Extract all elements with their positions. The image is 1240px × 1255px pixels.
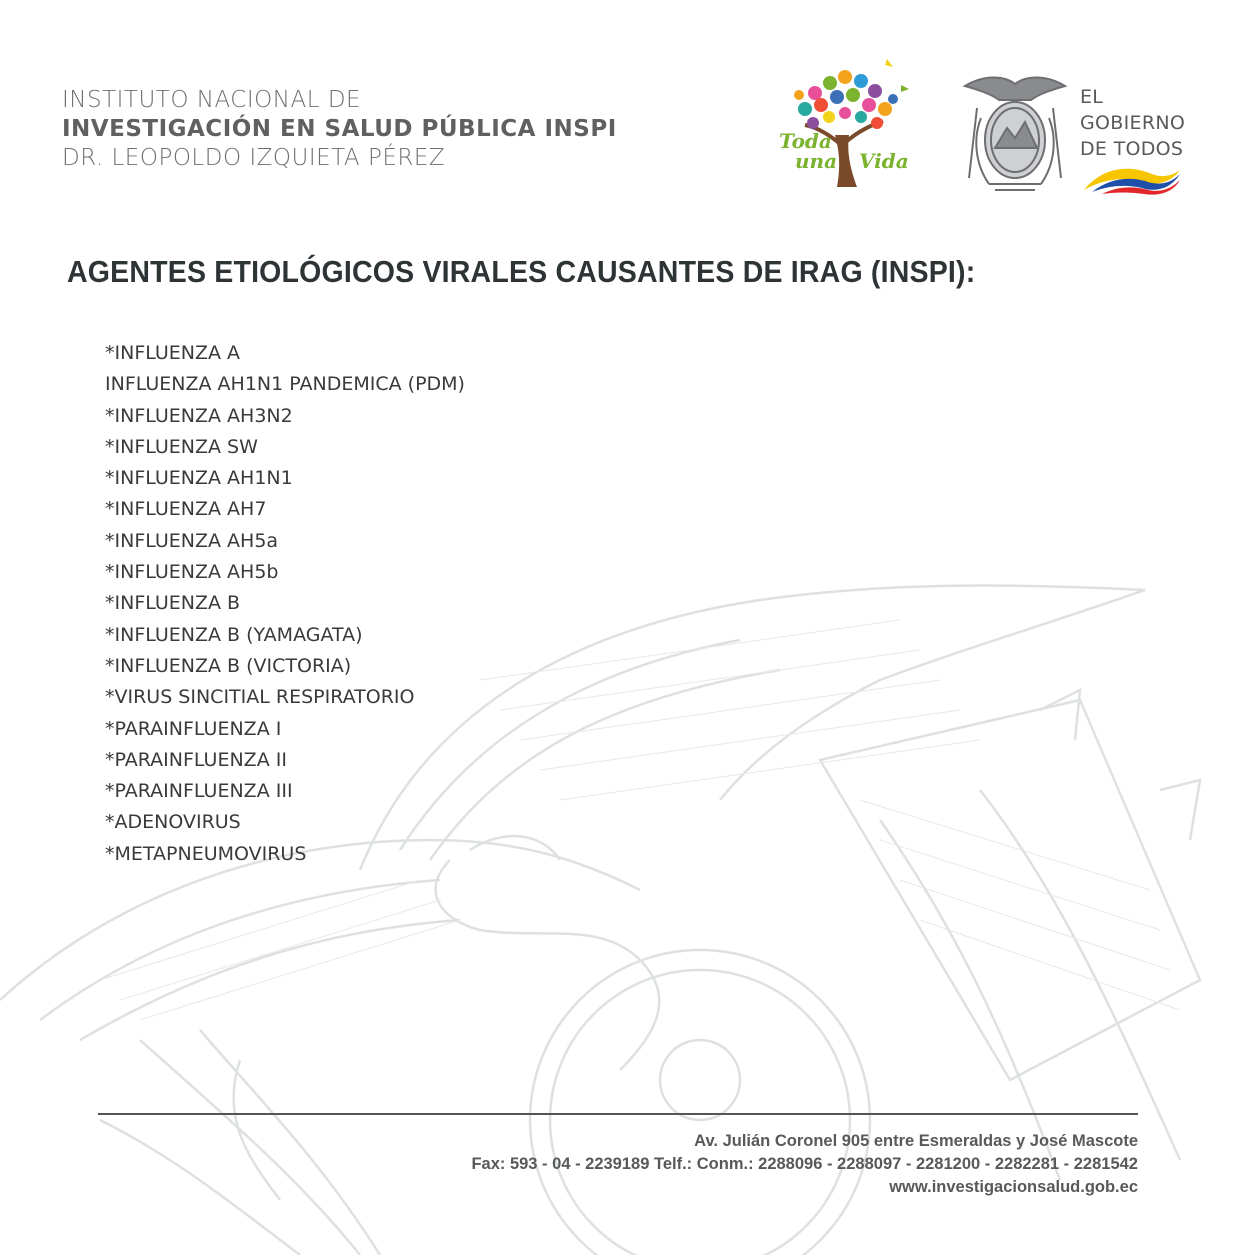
list-item: *INFLUENZA AH1N1	[105, 467, 293, 490]
footer-contact	[471, 1130, 1138, 1199]
list-item: *INFLUENZA AH5b	[105, 561, 279, 584]
gov-line-2: GOBIERNO	[1080, 112, 1186, 134]
gobierno-de-todos-logo	[1080, 84, 1185, 162]
list-item: *METAPNEUMOVIRUS	[105, 842, 307, 865]
list-item: *INFLUENZA B (YAMAGATA)	[105, 623, 363, 646]
logo-word-toda: Toda	[779, 129, 832, 153]
list-item: *ADENOVIRUS	[105, 811, 241, 834]
list-item: *INFLUENZA B	[105, 592, 241, 615]
logo-word-vida: Vida	[859, 149, 909, 173]
tree-of-life-icon	[775, 55, 915, 195]
footer-website[interactable]: www.investigacionsalud.gob.ec	[889, 1178, 1138, 1196]
gov-line-3: DE TODOS	[1080, 138, 1184, 160]
list-item: *PARAINFLUENZA I	[105, 717, 282, 740]
list-item: *INFLUENZA AH3N2	[105, 404, 293, 427]
institute-line-2: INVESTIGACIÓN EN SALUD PÚBLICA INSPI	[62, 116, 617, 142]
list-item: *INFLUENZA SW	[105, 435, 258, 458]
list-item: INFLUENZA AH1N1 PANDEMICA (PDM)	[105, 373, 465, 396]
institute-line-1: INSTITUTO NACIONAL DE	[62, 87, 362, 113]
logo-word-una: una	[795, 149, 838, 173]
flag-swoosh-icon	[1082, 160, 1182, 196]
list-item: *PARAINFLUENZA III	[105, 780, 293, 803]
agents-list	[105, 338, 465, 870]
list-item: *INFLUENZA AH5a	[105, 529, 279, 552]
list-item: *INFLUENZA B (VICTORIA)	[105, 654, 352, 677]
institute-line-3: DR. LEOPOLDO IZQUIETA PÉREZ	[62, 145, 446, 171]
ecuador-coat-of-arms-icon	[955, 68, 1075, 196]
gov-line-1: EL	[1080, 86, 1104, 108]
footer-address: Av. Julián Coronel 905 entre Esmeraldas y José Mascote	[694, 1132, 1138, 1150]
footer-phones: Fax: 593 - 04 - 2239189 Telf.: Conm.: 2288096 - 2288097 - 2281200 - 2282281 - 2281542	[471, 1155, 1138, 1173]
list-item: *INFLUENZA AH7	[105, 498, 267, 521]
list-item: *PARAINFLUENZA II	[105, 748, 287, 771]
list-item: *INFLUENZA A	[105, 342, 241, 364]
list-item: *VIRUS SINCITIAL RESPIRATORIO	[105, 686, 415, 709]
footer-divider	[98, 1113, 1138, 1115]
toda-una-vida-logo	[775, 55, 915, 195]
document-title: AGENTES ETIOLÓGICOS VIRALES CAUSANTES DE IRAG (INSPI):	[67, 254, 976, 289]
institute-name	[62, 86, 617, 173]
